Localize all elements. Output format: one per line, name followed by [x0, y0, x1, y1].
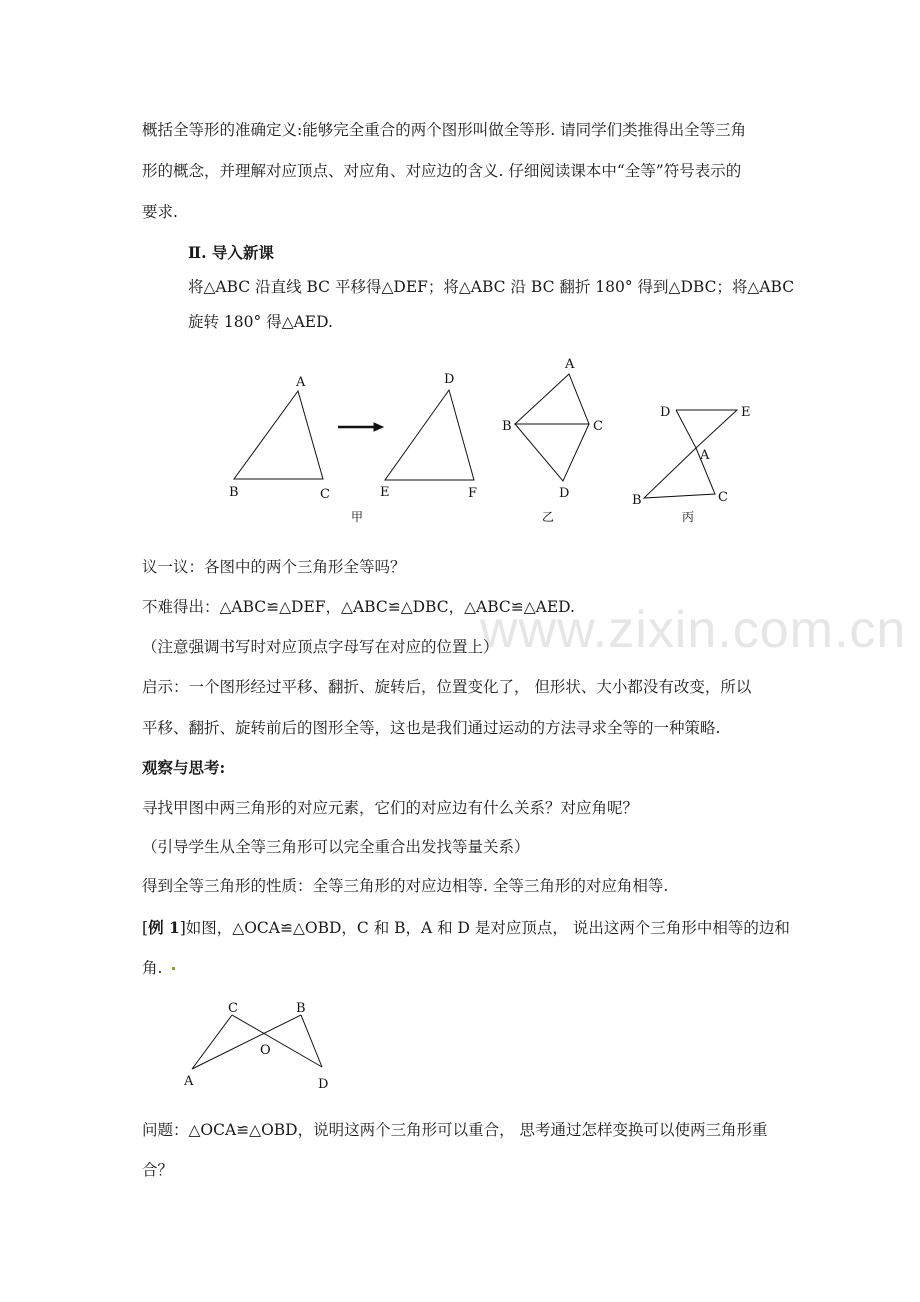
label-d: D [660, 405, 671, 420]
paragraph-line: 概括全等形的准确定义:能够完全重合的两个图形叫做全等形. 请同学们类推得出全等三角 [142, 121, 747, 139]
label-b: B [632, 493, 642, 508]
label-d: D [444, 372, 455, 387]
label-a: A [565, 357, 575, 372]
segment-cd [232, 1015, 322, 1067]
triangle-aed [676, 410, 737, 448]
figure-transformations [0, 350, 920, 535]
triangle-def [385, 390, 474, 480]
figure-example [0, 990, 920, 1100]
section-heading: Ⅱ. 导入新课 [188, 243, 274, 262]
segment-ac [192, 1015, 232, 1069]
label-c: C [320, 487, 330, 502]
paragraph-line: 形的概念，并理解对应顶点、对应角、对应边的含义. 仔细阅读课本中“全等”符号表示的 [142, 162, 742, 180]
caption-yi: 乙 [542, 510, 555, 524]
paragraph-line: 将△ABC 沿直线 BC 平移得△DEF；将△ABC 沿 BC 翻折 180° 得到△DBC；将△ABC [188, 278, 795, 296]
paragraph-line: 平移、翻折、旋转前后的图形全等，这也是我们通过运动的方法寻求全等的一种策略. [142, 719, 721, 737]
example-text: ]如图，△OCA≌△OBD，C 和 B，A 和 D 是对应顶点， 说出这两个三角形中相等的边和 [179, 919, 790, 937]
label-a: A [700, 448, 710, 463]
watermark: www.zixin.com.cn [480, 601, 907, 659]
segment-bd [301, 1015, 322, 1067]
label-a: A [296, 375, 306, 390]
paragraph-line: 合？ [142, 1161, 174, 1179]
triangle-abc-yi [515, 374, 589, 424]
triangle-abc-jia [234, 391, 323, 479]
label-a: A [184, 1074, 194, 1089]
paragraph-line: 得到全等三角形的性质：全等三角形的对应边相等. 全等三角形的对应角相等. [142, 877, 669, 895]
section-heading: 观察与思考: [142, 758, 226, 777]
marker-dot [172, 967, 175, 970]
triangle-dbc [515, 424, 589, 481]
label-c: C [593, 419, 603, 434]
paragraph-line: （注意强调书写时对应顶点字母写在对应的位置上） [142, 638, 499, 656]
label-c: C [228, 1001, 238, 1016]
arrow-head-icon [374, 423, 383, 431]
paragraph-line: （引导学生从全等三角形可以完全重合出发找等量关系） [142, 838, 530, 856]
label-d: D [559, 486, 570, 501]
paragraph-line: 议一议：各图中的两个三角形全等吗？ [142, 558, 406, 576]
label-o: O [260, 1043, 271, 1058]
label-b: B [229, 485, 239, 500]
paragraph-line: 要求. [142, 203, 178, 221]
example-label: 例 1 [148, 918, 180, 937]
paragraph-line: 旋转 180° 得△AED. [188, 313, 333, 331]
bracket: [ [142, 919, 149, 937]
label-b: B [502, 419, 512, 434]
label-f: F [468, 486, 478, 501]
paragraph-line: 问题：△OCA≌△OBD，说明这两个三角形可以重合， 思考通过怎样变换可以使两三角形重 [142, 1121, 768, 1139]
paragraph-line: 不难得出：△ABC≌△DEF，△ABC≌△DBC，△ABC≌△AED. [142, 598, 575, 616]
caption-bing: 丙 [682, 510, 695, 524]
label-c: C [718, 490, 728, 505]
paragraph-line: 寻找甲图中两三角形的对应元素，它们的对应边有什么关系？对应角呢？ [142, 799, 639, 817]
caption-jia: 甲 [351, 510, 364, 524]
example-line [142, 918, 790, 938]
paragraph-line: 角. [142, 959, 163, 977]
label-e: E [380, 485, 390, 500]
paragraph-line: 启示：一个图形经过平移、翻折、旋转后，位置变化了， 但形状、大小都没有改变，所以 [142, 678, 752, 696]
label-e: E [741, 405, 751, 420]
label-b: B [296, 1001, 306, 1016]
label-d: D [318, 1077, 329, 1092]
